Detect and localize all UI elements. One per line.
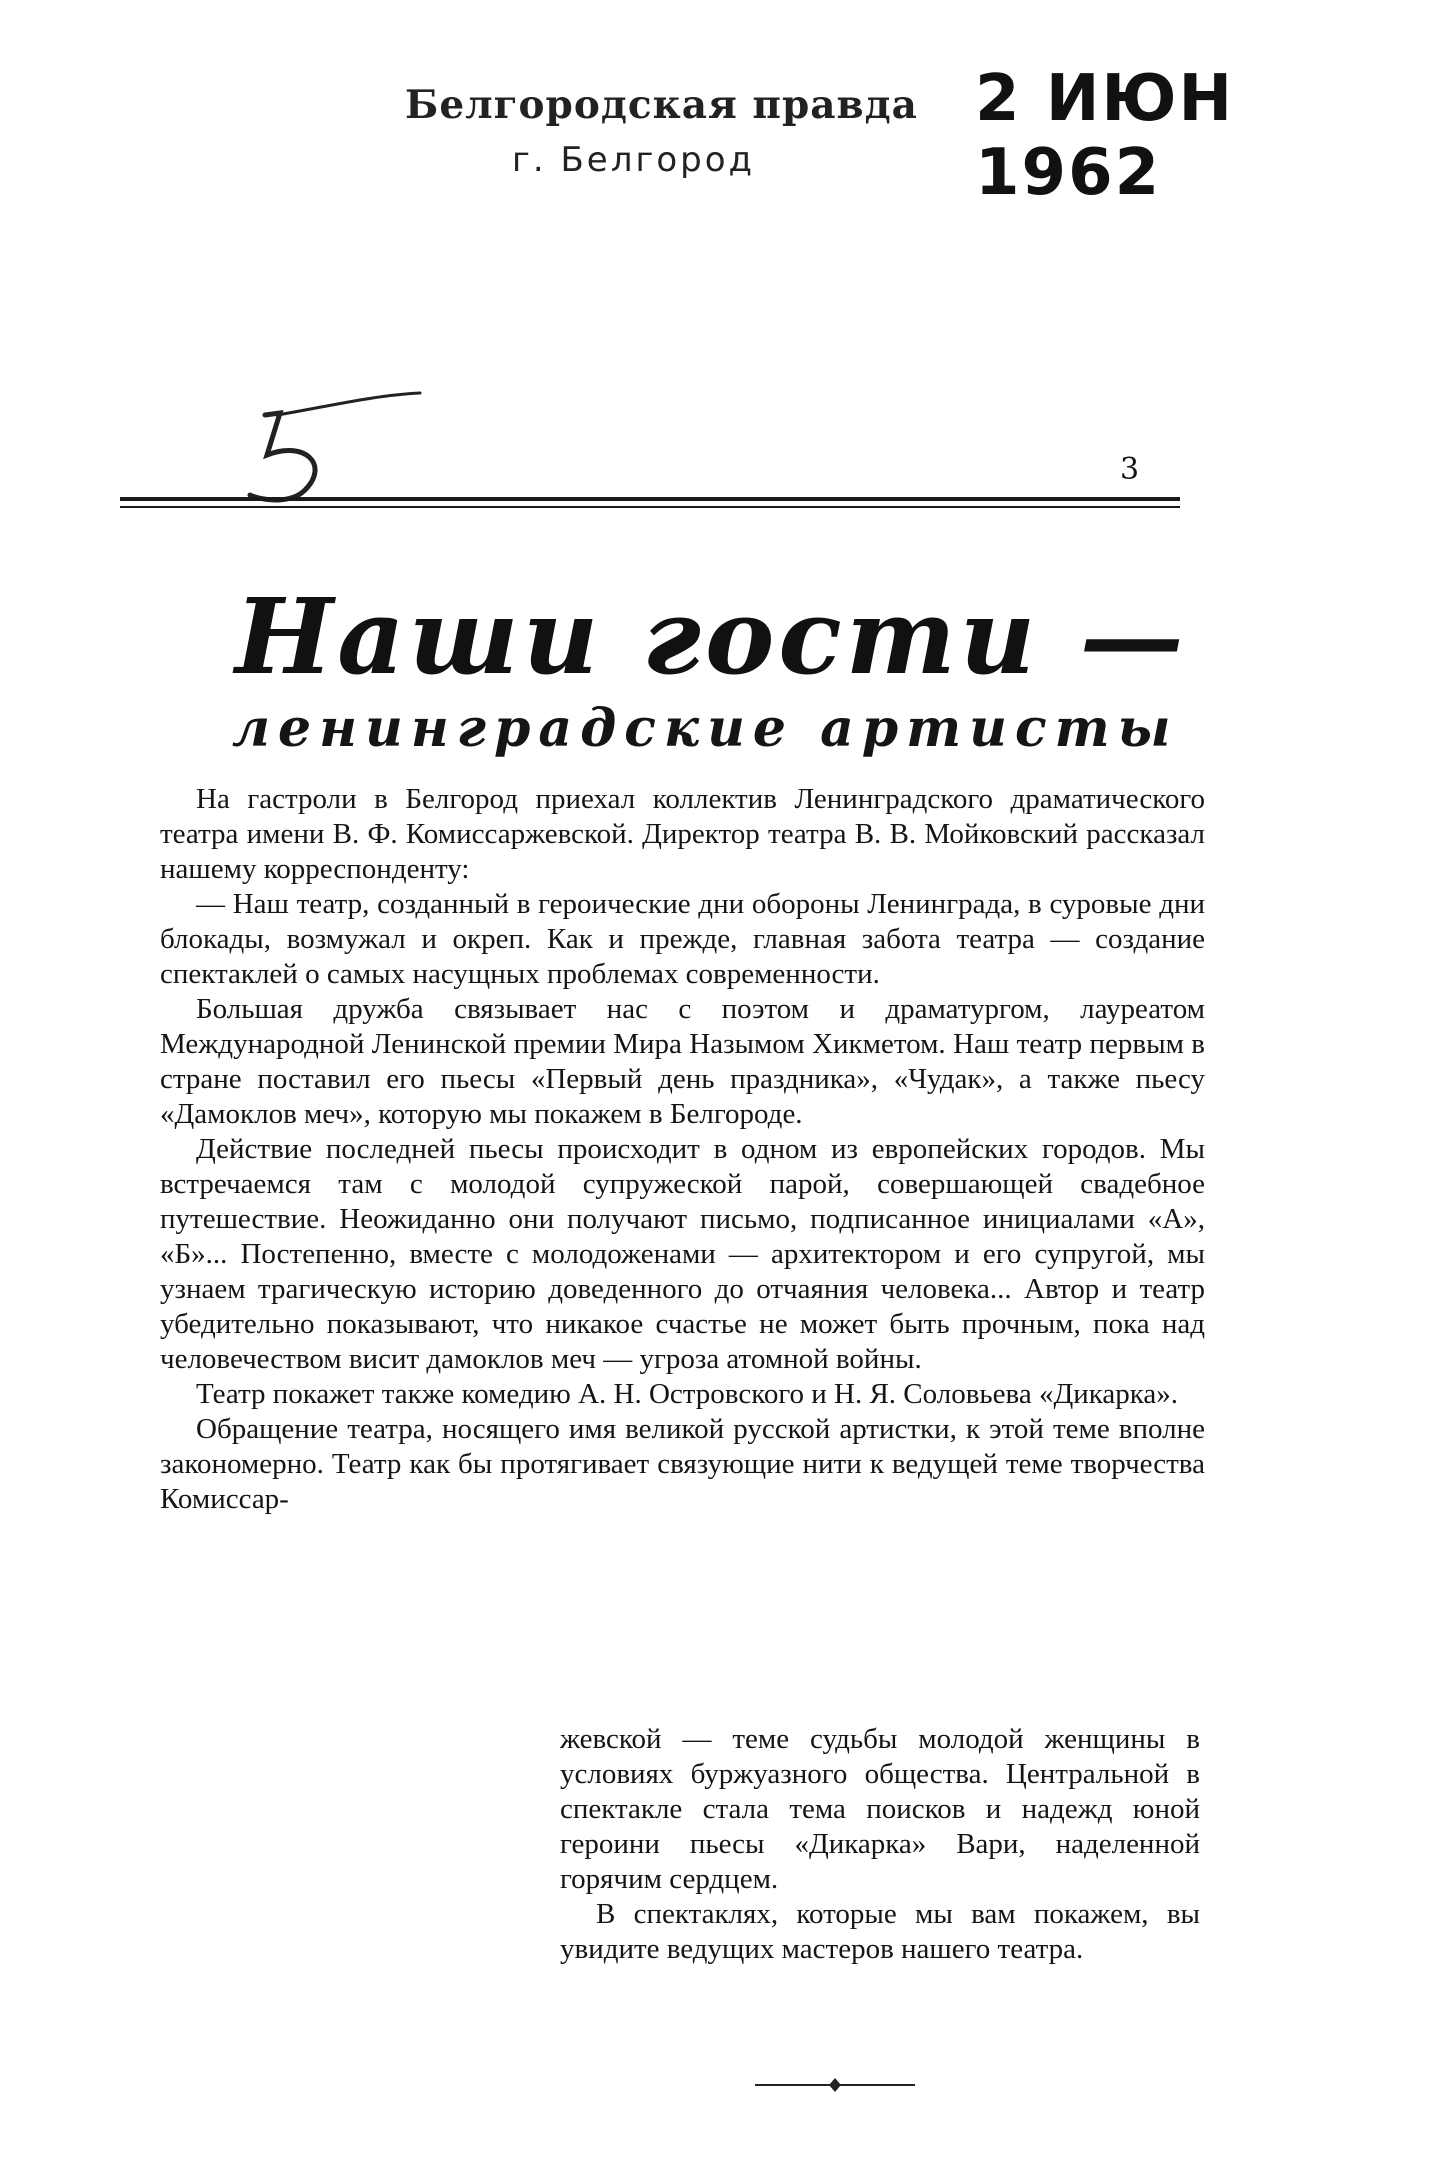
page-number: 3 <box>1120 452 1140 487</box>
paragraph: В спектаклях, которые мы вам покажем, вы увидите ведущих мастеров нашего театра. <box>560 1898 1200 1965</box>
paragraph: — Наш театр, созданный в героические дни обороны Ленинграда, в суровые дни блокады, возмужал и окреп. Как и прежде, главная забота театра — создание спектаклей о самых насущных проблемах современности. <box>160 888 1205 990</box>
article-body <box>160 782 1205 1517</box>
clipping-city-stamp: г. Белгород <box>512 140 756 180</box>
paragraph: На гастроли в Белгород приехал коллектив Ленинградского драматического театра имени В. Ф. Комиссаржевской. Директор театра В. В. Мойковский рассказал нашему корреспонденту: <box>160 783 1205 885</box>
article-subheadline: ленинградские артисты <box>232 698 1179 759</box>
clipping-source-stamp: Белгородская правда <box>405 82 918 128</box>
header-rule <box>120 497 1180 501</box>
handwritten-number-mark <box>235 385 425 515</box>
header-rule-thin <box>120 506 1180 508</box>
paragraph: Обращение театра, носящего имя великой русской артистки, к этой теме вполне закономерно. Театр как бы протягивает связующие нити к ведущей теме творчества Комиссар- <box>160 1413 1205 1515</box>
article-body-narrow <box>560 1722 1200 1967</box>
paragraph: Действие последней пьесы происходит в одном из европейских городов. Мы встречаемся там с молодой супружеской парой, совершающей свадебное путешествие. Неожиданно они получают письмо, подписанное инициалами «А», «Б»... Постепенно, вместе с молодоженами — архитектором и его супругой, мы узнаем трагическую историю доведенного до отчаяния человека... Автор и театр убедительно показывают, что никакое счастье не может быть прочным, пока над человечеством висит дамоклов меч — угроза атомной войны. <box>160 1133 1205 1375</box>
paragraph: Большая дружба связывает нас с поэтом и драматургом, лауреатом Международной Ленинской премии Мира Назымом Хикметом. Наш театр первым в стране поставил его пьесы «Первый день праздника», «Чудак», а также пьесу «Дамоклов меч», которую мы покажем в Белгороде. <box>160 993 1205 1130</box>
end-ornament <box>755 2075 915 2095</box>
clipping-date-stamp: 2 ИЮН 1962 <box>975 62 1235 210</box>
article-headline: Наши гости — <box>235 575 1188 698</box>
paragraph: Театр покажет также комедию А. Н. Островского и Н. Я. Соловьева «Дикарка». <box>196 1378 1179 1410</box>
paragraph: жевской — теме судьбы молодой женщины в условиях буржуазного общества. Центральной в спектакле стала тема поисков и надежд юной героини пьесы «Дикарка» Вари, наделенной горячим сердцем. <box>560 1723 1200 1895</box>
